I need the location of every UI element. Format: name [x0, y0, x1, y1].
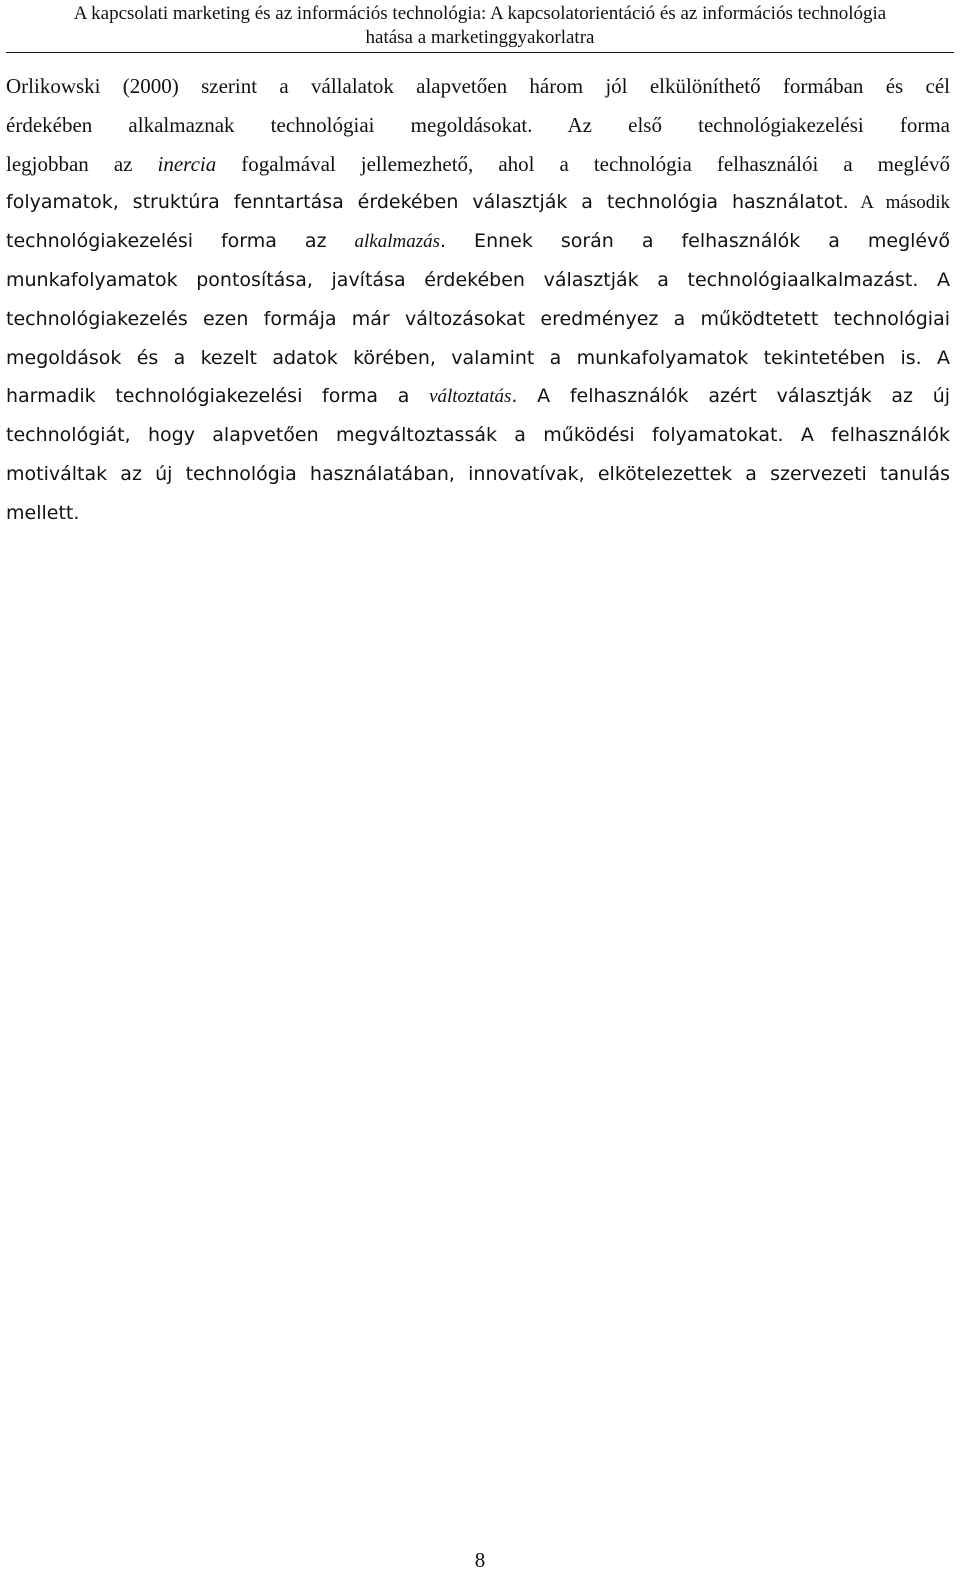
- running-header-line-1: A kapcsolati marketing és az információs technológia: A kapcsolatorientáció és az információs technológia: [73, 3, 887, 24]
- paragraph-line-12: mellett.: [6, 501, 80, 524]
- body-paragraph: [6, 67, 950, 533]
- paragraph-line-4: [6, 183, 950, 222]
- paragraph-line-1: Orlikowski (2000) szerint a vállalatok alapvetően három jól elkülöníthető formában és cél: [6, 74, 950, 98]
- paragraph-line-4-end: A második: [848, 192, 950, 214]
- paragraph-line-3-start: legjobban az: [6, 151, 158, 176]
- paragraph-line-10: technológiát, hogy alapvetően megváltoztassák a működési folyamatokat. A felhasználók: [6, 424, 950, 447]
- paragraph-line-5-end: . Ennek során a felhasználók a meglévő: [440, 230, 950, 253]
- term-alkalmazas: alkalmazás: [354, 231, 441, 253]
- paragraph-line-3: [6, 145, 950, 184]
- header-divider: [6, 52, 954, 53]
- paragraph-line-6: munkafolyamatok pontosítása, javítása érdekében választják a technológiaalkalmazást. A: [6, 268, 950, 291]
- paragraph-line-7: technológiakezelés ezen formája már változásokat eredményez a működtetett technológiai: [6, 307, 950, 330]
- term-inercia: inercia: [157, 151, 217, 176]
- paragraph-line-9: [6, 377, 950, 416]
- paragraph-line-5: [6, 222, 950, 261]
- paragraph-line-3-end: fogalmával jellemezhető, ahol a technológia felhasználói a meglévő: [216, 151, 950, 176]
- paragraph-line-4-start: folyamatok, struktúra fenntartása érdekében választják a technológia használatot.: [6, 191, 849, 214]
- paragraph-line-5-start: technológiakezelési forma az: [6, 230, 355, 253]
- page-number: 8: [474, 1548, 486, 1572]
- running-header: [0, 0, 960, 50]
- paragraph-line-9-end: . A felhasználók azért választják az új: [511, 385, 951, 408]
- paragraph-line-2: érdekében alkalmaznak technológiai megoldásokat. Az első technológiakezelési forma: [6, 112, 950, 137]
- paragraph-line-11: motiváltak az új technológia használatában, innovatívak, elkötelezettek a szervezeti tanulás: [6, 462, 950, 485]
- paragraph-line-9-start: harmadik technológiakezelési forma a: [6, 385, 430, 408]
- term-valtoztatas: változtatás: [429, 386, 512, 408]
- paragraph-line-8: megoldások és a kezelt adatok körében, valamint a munkafolyamatok tekintetében is. A: [6, 346, 950, 369]
- running-header-line-2: hatása a marketinggyakorlatra: [365, 27, 595, 48]
